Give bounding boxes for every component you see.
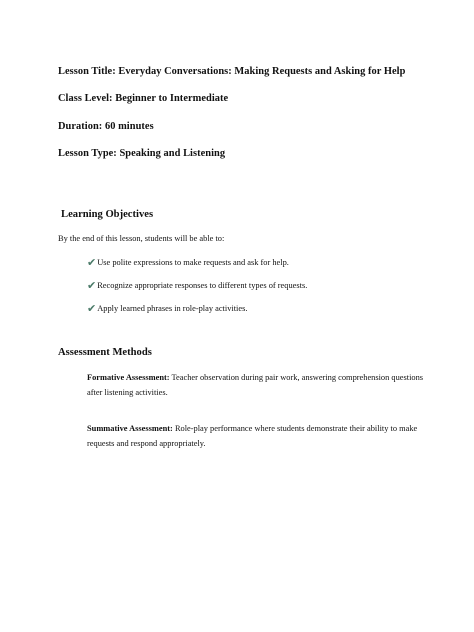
check-mark-icon: ✔ [87,256,97,269]
formative-assessment [87,370,427,400]
class-level: Class Level: Beginner to Intermediate [58,93,229,104]
objective-text: Apply learned phrases in role-play activities. [97,304,248,313]
objectives-intro: By the end of this lesson, students will be able to: [58,234,225,243]
objective-item [87,257,289,268]
objective-item [87,280,307,291]
duration: Duration: 60 minutes [58,121,154,132]
summative-assessment [87,421,427,451]
summative-label: Summative Assessment: [87,424,173,433]
objective-text: Use polite expressions to make requests and ask for help. [97,258,289,267]
formative-text: Teacher observation during pair work, answering comprehension questions after listening activities. [87,373,424,397]
check-mark-icon: ✔ [87,279,97,292]
objective-item [87,303,247,314]
lesson-title: Lesson Title: Everyday Conversations: Making Requests and Asking for Help [58,66,406,77]
assessment-methods-heading: Assessment Methods [58,347,152,358]
check-mark-icon: ✔ [87,302,97,315]
objective-text: Recognize appropriate responses to different types of requests. [97,281,308,290]
learning-objectives-heading: Learning Objectives [61,209,154,220]
summative-text: Role-play performance where students demonstrate their ability to make requests and respond appropriately. [87,424,418,448]
lesson-type: Lesson Type: Speaking and Listening [58,148,226,159]
formative-label: Formative Assessment: [87,373,170,382]
